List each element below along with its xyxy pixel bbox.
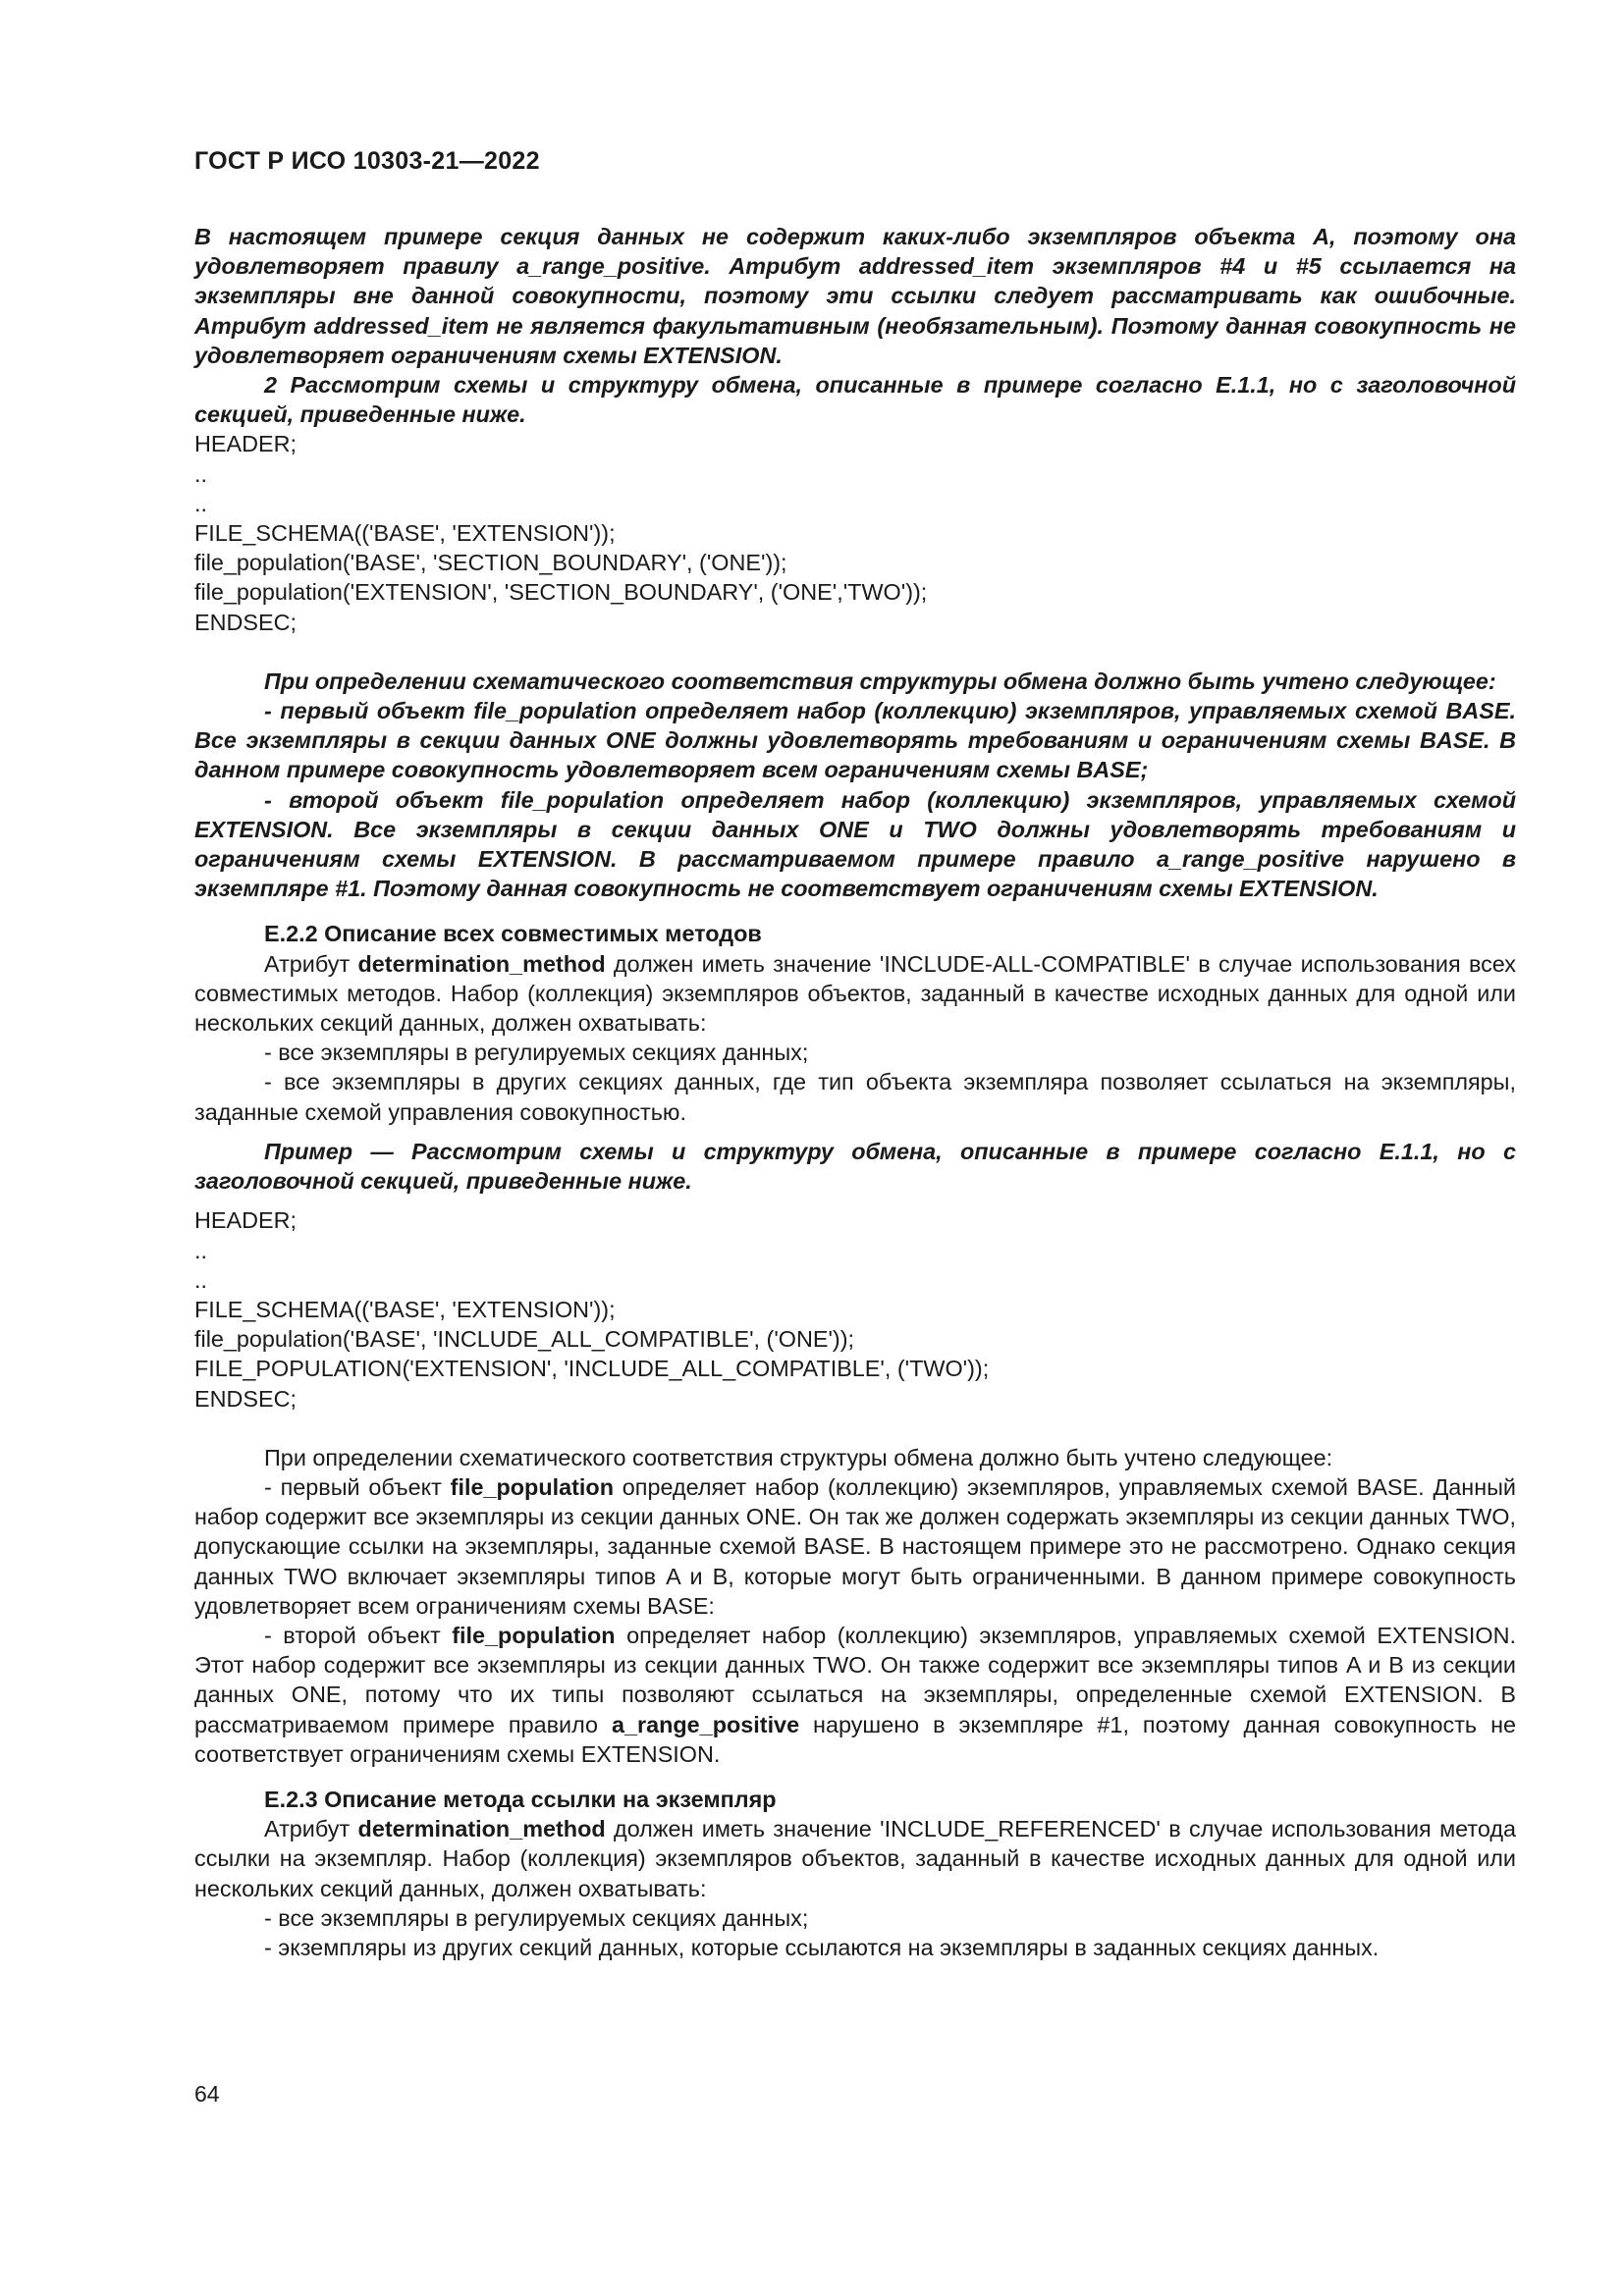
text-run: определяет набор (коллекцию) экземпляров, управляемых схемой EXTENSION. Этот набор содержит все экземпляры из секции данных TWO. Он также содержит все экземпляры типов A и B из секции данных ONE, потому что их типы позволяют ссылаться на экземпляры, определенные схемой EXTENSION. В рассматриваемом примере правило <box>194 1622 1516 1737</box>
paragraph-determination-method-2 <box>194 1814 1516 1903</box>
note-conformance-intro: При определении схематического соответствия структуры обмена должно быть учтено следующее: <box>264 667 1496 694</box>
bold-term: file_population <box>452 1622 616 1648</box>
list-item: - экземпляры из других секций данных, которые ссылаются на экземпляры в заданных секциях данных. <box>264 1934 1380 1960</box>
text-run: - первый объект <box>264 1473 451 1500</box>
paragraph-first-object <box>194 1472 1516 1621</box>
list-item: - все экземпляры в других секциях данных, где тип объекта экземпляра позволяет ссылаться на экземпляры, заданные схемой управления совокупностью. <box>194 1069 1516 1125</box>
list-item: - все экземпляры в регулируемых секциях данных; <box>264 1040 809 1066</box>
text-run: нарушено в экземпляре #1, поэтому данная совокупность не соответствует ограничениям схемы EXTENSION. <box>194 1711 1516 1767</box>
text-run: определяет набор (коллекцию) экземпляров, управляемых схемой BASE. Данный набор содержит все экземпляры из секции данных ONE. Он так же должен содержать экземпляры из секции данных TWO, допускающие ссылки на экземпляры, заданные схемой BASE. В настоящем примере это не рассмотрено. Однако секция данных TWO включает экземпляры типов A и B, которые могут быть ограниченными. В данном примере совокупность удовлетворяет всем ограничениям схемы BASE: <box>194 1473 1517 1619</box>
section-heading-e23: E.2.3 Описание метода ссылки на экземпляр <box>264 1786 777 1812</box>
text-run: должен иметь значение 'INCLUDE-ALL-COMPATIBLE' в случае использования всех совместимых методов. Набор (коллекция) экземпляров объектов, заданный в качестве исходных данных для одной или нескольких секций данных, должен охватывать: <box>194 950 1516 1037</box>
section-heading-e22: E.2.2 Описание всех совместимых методов <box>264 921 762 947</box>
list-item: - все экземпляры в регулируемых секциях данных; <box>264 1904 809 1931</box>
example-paragraph: Пример — Рассмотрим схемы и структуру обмена, описанные в примере согласно E.1.1, но с заголовочной секцией, приведенные ниже. <box>194 1138 1516 1195</box>
text-run: - второй объект <box>264 1622 453 1648</box>
text-run: должен иметь значение 'INCLUDE_REFERENCED' в случае использования метода ссылки на экземпляр. Набор (коллекция) экземпляров объектов, заданный в качестве исходных данных для одной или нескольких секций данных, должен охватывать: <box>194 1816 1517 1901</box>
paragraph-determination-method-1 <box>194 949 1516 1039</box>
bold-term: file_population <box>450 1473 614 1500</box>
text-run: Атрибут <box>264 950 358 977</box>
page-header: ГОСТ Р ИСО 10303-21—2022 <box>194 147 540 175</box>
paragraph-second-object <box>194 1621 1516 1769</box>
page-content <box>194 222 1516 1962</box>
code-block-header-2: HEADER; .. .. FILE_SCHEMA(('BASE', 'EXTENSION')); file_population('BASE', 'INCLUDE_ALL_COMPATIBLE', ('ONE')); FILE_POPULATION('EXTENSION', 'INCLUDE_ALL_COMPATIBLE', ('TWO')); ENDSEC; <box>194 1207 990 1412</box>
bold-term: a_range_positive <box>611 1711 800 1737</box>
note-paragraph: В настоящем примере секция данных не содержит каких-либо экземпляров объекта A, поэтому она удовлетворяет правилу a_range_positive. Атрибут addressed_item экземпляров #4 и #5 ссылается на экземпляры вне данной совокупности, поэтому эти ссылки следует рассматривать как ошибочные. Атрибут addressed_item не является факультативным (необязательным). Поэтому данная совокупность не удовлетворяет ограничениям схемы EXTENSION. <box>194 224 1516 368</box>
note-example-2: 2 Рассмотрим схемы и структуру обмена, описанные в примере согласно E.1.1, но с заголовочной секцией, приведенные ниже. <box>194 372 1516 428</box>
bold-term: determination_method <box>357 950 606 977</box>
note-first-object: - первый объект file_population определяет набор (коллекцию) экземпляров, управляемых схемой BASE. Все экземпляры в секции данных ONE должны удовлетворять требованиям и ограничениям схемы BASE. В данном примере совокупность удовлетворяет всем ограничениям схемы BASE; <box>194 698 1516 783</box>
code-block-header-1: HEADER; .. .. FILE_SCHEMA(('BASE', 'EXTENSION')); file_population('BASE', 'SECTION_BOUNDARY', ('ONE')); file_population('EXTENSION', 'SECTION_BOUNDARY', ('ONE','TWO')); ENDSEC; <box>194 431 928 635</box>
note-second-object: - второй объект file_population определяет набор (коллекцию) экземпляров, управляемых схемой EXTENSION. Все экземпляры в секции данных ONE и TWO должны удовлетворять требованиям и ограничениям схемы EXTENSION. В рассматриваемом примере правило a_range_positive нарушено в экземпляре #1. Поэтому данная совокупность не соответствует ограничениям схемы EXTENSION. <box>194 786 1516 902</box>
paragraph-conformance-intro: При определении схематического соответствия структуры обмена должно быть учтено следующее: <box>264 1444 1333 1470</box>
text-run: Атрибут <box>264 1816 358 1842</box>
page-number: 64 <box>194 2081 220 2107</box>
bold-term: determination_method <box>357 1816 606 1842</box>
